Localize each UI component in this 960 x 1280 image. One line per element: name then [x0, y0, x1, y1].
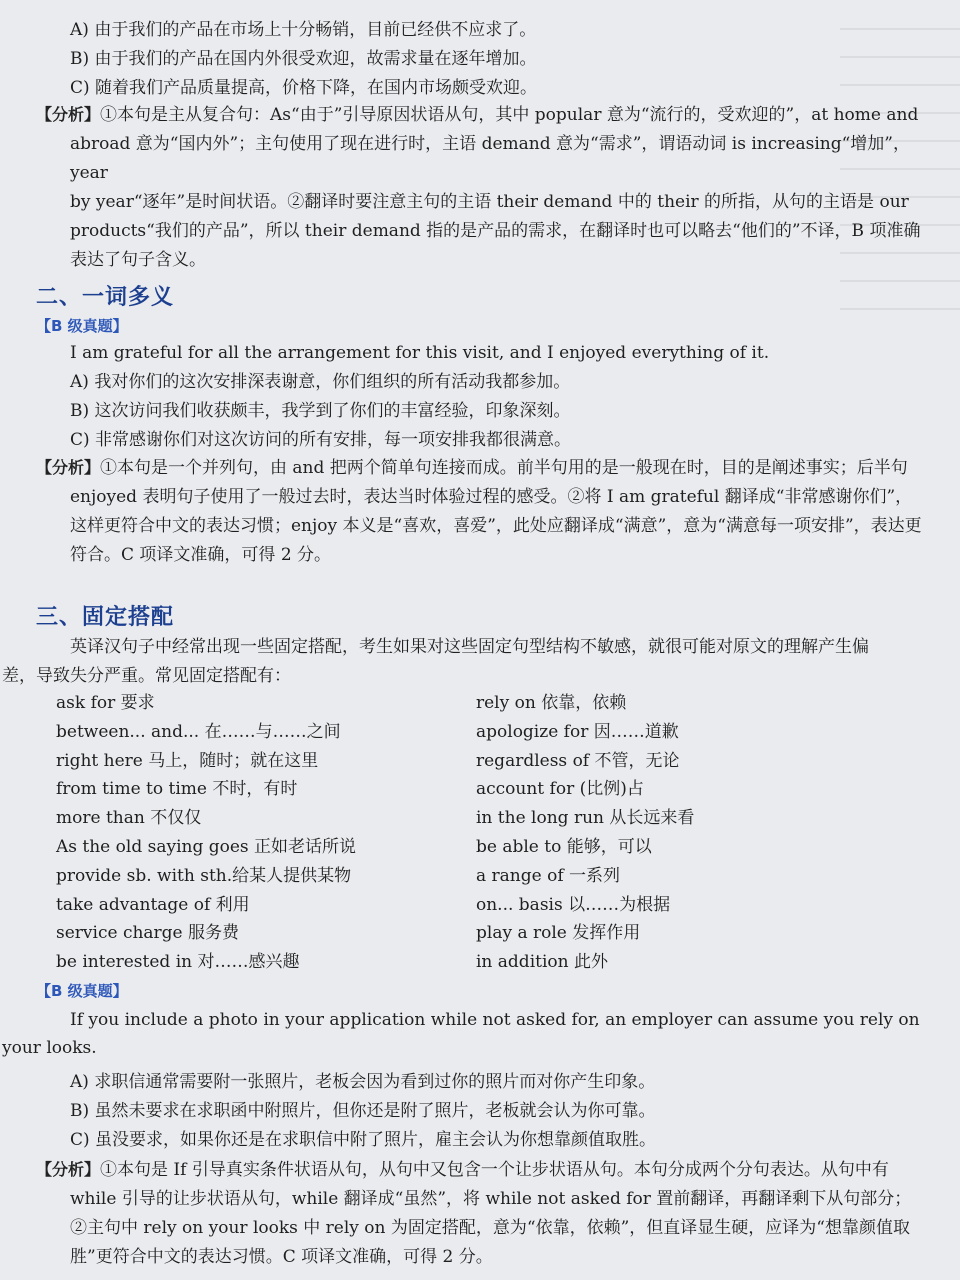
analysis-block [36, 100, 936, 275]
section-heading: 二、一词多义 [36, 285, 175, 310]
analysis-line: 符合。C 项译文准确，可得 2 分。 [70, 545, 332, 565]
analysis-line: ②主句中 rely on your looks 中 rely on 为固定搭配，意为“依靠，依赖”，但直译显生硬，应译为“想靠颜值取 [70, 1218, 910, 1238]
analysis-line: 表达了句子含义。 [70, 250, 206, 270]
phrase-item: provide sb. with sth.给某人提供某物 [56, 865, 352, 886]
phrase-item: between... and... 在……与……之间 [56, 721, 341, 742]
analysis-line: abroad 意为“国内外”；主句使用了现在进行时，主语 demand 意为“需求”，谓语动词 is increasing“增加”，year [70, 134, 910, 183]
phrase-item: more than 不仅仅 [56, 808, 202, 829]
phrase-list-left [56, 689, 356, 977]
option-b: B) 这次访问我们收获颇丰，我学到了你们的丰富经验，印象深刻。 [70, 401, 571, 421]
phrase-item: take advantage of 利用 [56, 894, 250, 915]
phrase-item: ask for 要求 [56, 693, 155, 713]
phrase-item: right here 马上，随时；就在这里 [56, 750, 319, 771]
intro-paragraph: 英译汉句子中经常出现一些固定搭配，考生如果对这些固定句型结构不敏感，就很可能对原文的理解产生偏 差，导致失分严重。常见固定搭配有： [2, 637, 869, 686]
exam-tag: 【B 级真题】 [36, 982, 128, 1000]
analysis-line: enjoyed 表明句子使用了一般过去时，表达当时体验过程的感受。②将 I am grateful 翻译成“非常感谢你们”， [70, 487, 913, 507]
analysis-label: 【分析】 [36, 458, 101, 477]
english-sentence: If you include a photo in your application while not asked for, an employer can assume you rely on your looks. [2, 1010, 920, 1058]
analysis-label: 【分析】 [36, 1160, 101, 1179]
phrase-item: apologize for 因……道歉 [476, 721, 679, 742]
phrase-item: be interested in 对……感兴趣 [56, 952, 300, 973]
option-b: B) 由于我们的产品在国内外很受欢迎，故需求量在逐年增加。 [70, 49, 537, 69]
phrase-item: in addition 此外 [476, 952, 608, 973]
phrase-item: service charge 服务费 [56, 923, 240, 944]
option-c: C) 虽没要求，如果你还是在求职信中附了照片，雇主会认为你想靠颜值取胜。 [70, 1130, 657, 1150]
phrase-item: regardless of 不管，无论 [476, 750, 680, 771]
option-a: A) 由于我们的产品在市场上十分畅销，目前已经供不应求了。 [70, 20, 537, 40]
option-a: A) 我对你们的这次安排深表谢意，你们组织的所有活动我都参加。 [70, 372, 571, 392]
exam-tag: 【B 级真题】 [36, 317, 128, 335]
phrase-item: account for (比例)占 [476, 779, 644, 800]
analysis-label: 【分析】 [36, 105, 101, 124]
analysis-line: 【分析】①本句是主从复合句：As“由于”引导原因状语从句，其中 popular 意为“流行的，受欢迎的”，at home and [36, 105, 919, 125]
english-sentence: I am grateful for all the arrangement for this visit, and I enjoyed everything of it. [70, 343, 770, 363]
option-c: C) 随着我们产品质量提高，价格下降，在国内市场颇受欢迎。 [70, 78, 538, 98]
analysis-line: 【分析】①本句是一个并列句，由 and 把两个简单句连接而成。前半句用的是一般现在时，目的是阐述事实；后半句 [36, 458, 908, 478]
option-c: C) 非常感谢你们对这次访问的所有安排，每一项安排我都很满意。 [70, 430, 572, 450]
phrase-item: be able to 能够，可以 [476, 836, 652, 857]
analysis-block [36, 453, 936, 570]
phrase-item: rely on 依靠，依赖 [476, 693, 627, 713]
analysis-line: 这样更符合中文的表达习惯；enjoy 本义是“喜欢，喜爱”，此处应翻译成“满意”，意为“满意每一项安排”，表达更 [70, 516, 922, 536]
section-heading: 三、固定搭配 [36, 605, 175, 630]
phrase-item: As the old saying goes 正如老话所说 [56, 836, 357, 857]
analysis-line: by year“逐年”是时间状语。②翻译时要注意主句的主语 their demand 中的 their 的所指，从句的主语是 our [70, 192, 909, 212]
analysis-block [36, 1155, 936, 1272]
phrase-item: from time to time 不时，有时 [56, 779, 298, 800]
phrase-list-right [476, 689, 694, 977]
analysis-line: 胜”更符合中文的表达习惯。C 项译文准确，可得 2 分。 [70, 1247, 493, 1267]
option-b: B) 虽然未要求在求职函中附照片，但你还是附了照片，老板就会认为你可靠。 [70, 1101, 656, 1121]
analysis-line: 【分析】①本句是 If 引导真实条件状语从句，从句中又包含一个让步状语从句。本句分成两个分句表达。从句中有 [36, 1160, 889, 1180]
phrase-item: on... basis 以……为根据 [476, 894, 671, 915]
phrase-item: play a role 发挥作用 [476, 923, 641, 944]
phrase-item: a range of 一系列 [476, 865, 621, 886]
analysis-line: products“我们的产品”，所以 their demand 指的是产品的需求，在翻译时也可以略去“他们的”不译，B 项准确 [70, 221, 921, 241]
option-a: A) 求职信通常需要附一张照片，老板会因为看到过你的照片而对你产生印象。 [70, 1072, 656, 1092]
analysis-line: while 引导的让步状语从句，while 翻译成“虽然”，将 while not asked for 置前翻译，再翻译剩下从句部分； [70, 1189, 912, 1209]
phrase-item: in the long run 从长远来看 [476, 808, 695, 829]
